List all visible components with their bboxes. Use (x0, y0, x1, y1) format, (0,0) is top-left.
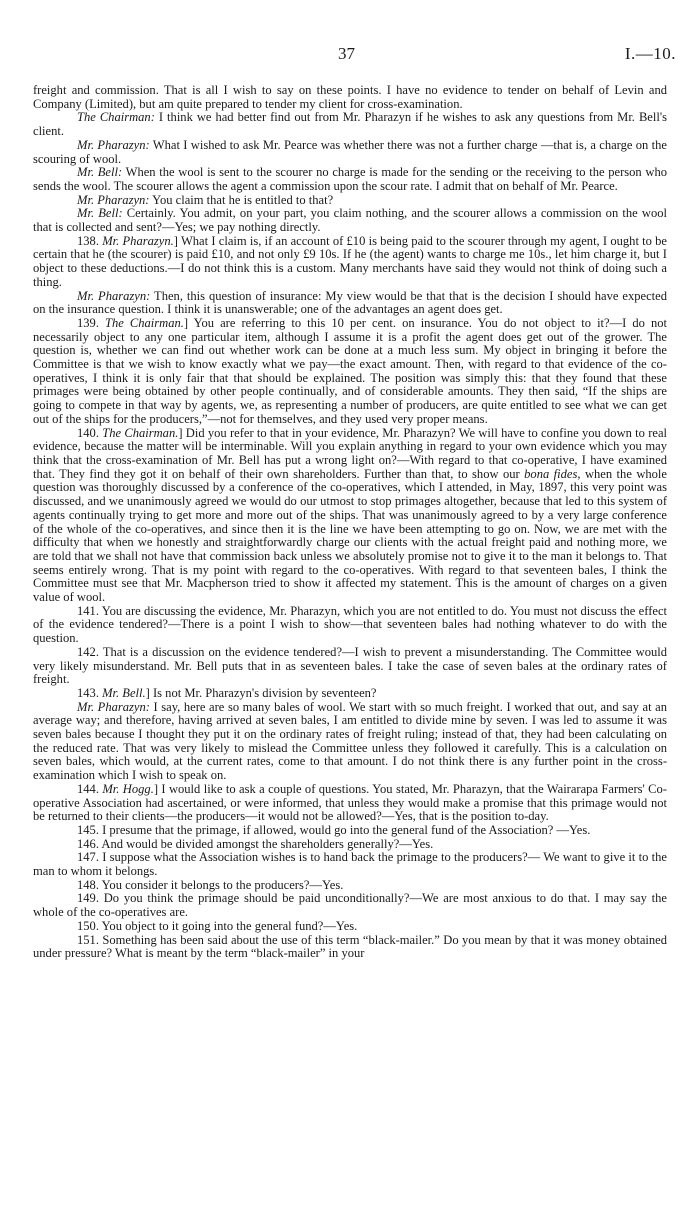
paragraph (33, 605, 667, 646)
italic-text: The Chairman. (102, 425, 179, 440)
paragraph (33, 646, 667, 687)
text-run: , when the whole question was thoroughly discussed by a conference of the co-operatives, which I attended, in May, 1897, this very point was discussed, and we unanimously agreed we would do our utmost to stop primages altogether, because that led to this system of agents continually trying to get more and more out of the ships. That was unanimously agreed to by a very large conference of the whole of the co-operatives, and since then it is the line we have been attempting to go on. Now, we are met with the difficulty that when we honestly and straightforwardly charge our clients with the actual freight paid and nothing more, we are told that we shall not have that commission back unless we absolutely promise not to give it to the man it belongs to. That seems entirely wrong. That is my point with regard to the co-operatives. With regard to that seventeen bales, I think the Committee must see that Mr. Macpherson tried to show it affected my statement. This is the amount of charges on a given value of wool. (33, 466, 667, 605)
italic-text: Mr. Hogg. (102, 781, 154, 796)
text-run: ] Is not Mr. Pharazyn's division by seventeen? (145, 685, 377, 700)
text-run: 143. (77, 685, 103, 700)
paragraph (33, 838, 667, 852)
italic-text: Mr. Pharazyn: (77, 699, 150, 714)
text-run: 147. I suppose what the Association wishes is to hand back the primage to the producers?— We want to give it to the man to whom it belongs. (33, 850, 667, 879)
text-run: 142. That is a discussion on the evidence tendered?—I wish to prevent a misunderstanding. The Committee would very likely misunderstand. Mr. Bell puts that in as seventeen bales. I take the case of seven bales at the ordinary rates of freight. (33, 644, 667, 687)
italic-text: The Chairman: (77, 110, 155, 125)
paragraph (33, 290, 667, 317)
text-run: ] What I claim is, if an account of £10 is being paid to the scourer through my agent, I ought to be certain that he (the scourer) is paid £10, and not only £9 10s. If he (the agent) wants to charge me 10s., let him charge it, but I object to these deductions.—I do not think this is a custom. Many merchants have said they would not think of doing such a thing. (33, 233, 668, 289)
italic-text: Mr. Bell: (77, 206, 123, 221)
paragraph (33, 139, 667, 166)
italic-text: Mr. Pharazyn: (77, 192, 150, 207)
text-run: ] You are referring to this 10 per cent. on insurance. You do not object to it?—I do not necessarily object to any one particular item, although I assume it is a profit the agent does get out of the grower. The question is, whether we can find out whether work can be done at a much less sum. My object in bringing it before the Committee is that we wish to know exactly what we pay—the exact amount. Then, with regard to that evidence of the co-operatives, I think it is only fair that that should be explained. The position was simply this: that they found that these primages were being obtained by other people continually, and of considerable amounts. They then said, “If the ships are going to compete in that way by agents, we, as representing a number of producers, are quite entitled to see what we can get out of the ships for the producers,”—not for themselves, and they used very proper means. (33, 315, 668, 426)
text-run: Certainly. You admit, on your part, you claim nothing, and the scourer allows a commission on the wool that is collected and sent?—Yes; we pay nothing directly. (33, 206, 667, 235)
text-run: 141. You are discussing the evidence, Mr. Pharazyn, which you are not entitled to do. You must not discuss the effect of the evidence tendered?—There is a point I wish to show—that seventeen bales had nothing whatever to do with the question. (33, 603, 667, 646)
text-run: 138. (77, 233, 103, 248)
paragraph (33, 879, 667, 893)
paragraph (33, 166, 667, 193)
paragraph (33, 824, 667, 838)
document-reference: I.—10. (624, 44, 676, 63)
page-header (0, 44, 700, 68)
text-run: You claim that he is entitled to that? (149, 192, 334, 207)
page-number: 37 (338, 44, 355, 63)
paragraph (33, 317, 667, 427)
text-run: freight and commission. That is all I wish to say on these points. I have no evidence to tender on behalf of Levin and Company (Limited), but am quite prepared to tender my client for cross-examination. (33, 83, 667, 111)
paragraph (33, 701, 667, 783)
text-run: 146. And would be divided amongst the shareholders generally?—Yes. (77, 836, 434, 851)
text-run: 145. I presume that the primage, if allowed, would go into the general fund of the Association? —Yes. (77, 822, 591, 837)
text-run: ] I would like to ask a couple of questions. You stated, Mr. Pharazyn, that the Wairarapa Farmers' Co-operative Association had ascertained, or were informed, that unless they would make a promise that this primage would not be returned to their clients—the producers—it would not be allowed?—Yes, that is the position to-day. (33, 781, 667, 824)
document-body (33, 84, 667, 961)
italic-text: Mr. Bell: (77, 165, 123, 180)
text-run: 139. (77, 315, 106, 330)
text-run: I say, here are so many bales of wool. We start with so much freight. I worked that out, and say at an average way; and therefore, having arrived at seven bales, I am entitled to divide mine by seven. I was led to assume it was seven bales because I thought they put it on the ordinary rates of freight ruling; instead of that, they had been calculating on the reduced rate. That was very likely to mislead the Committee unless they followed it carefully. This is a calculation on seven bales, which would, at the current rates, come to that amount. I do not think there is any further point in the cross-examination which I wish to speak on. (33, 699, 667, 783)
paragraph (33, 235, 667, 290)
paragraph (33, 84, 667, 111)
paragraph (33, 892, 667, 919)
paragraph (33, 687, 667, 701)
paragraph (33, 920, 667, 934)
paragraph (33, 194, 667, 208)
text-run: I think we had better find out from Mr. Pharazyn if he wishes to ask any questions from Mr. Bell's client. (33, 110, 667, 139)
text-run: 149. Do you think the primage should be paid unconditionally?—We are most anxious to do that. I may say the whole of the co-operatives are. (33, 891, 667, 920)
italic-text: bona fides (524, 466, 578, 481)
italic-text: Mr. Pharazyn: (77, 288, 151, 303)
paragraph (33, 111, 667, 138)
italic-text: Mr. Pharazyn. (102, 233, 174, 248)
text-run: 148. You consider it belongs to the producers?—Yes. (77, 877, 344, 892)
paragraph (33, 851, 667, 878)
text-run: What I wished to ask Mr. Pearce was whether there was not a further charge —that is, a charge on the scouring of wool. (33, 137, 667, 166)
text-run: 144. (77, 781, 103, 796)
text-run: 140. (77, 425, 103, 440)
text-run: ] Did you refer to that in your evidence, Mr. Pharazyn? We will have to confine you down to real evidence, because the matter will be interminable. Will you explain anything in regard to your own evidence which you may think that the cross-examination of Mr. Bell has put a wrong light on?—With regard to that co-operative, I have examined that. They find they got it on behalf of their own shareholders. Further than that, to show our (33, 425, 668, 481)
paragraph (33, 207, 667, 234)
text-run: 150. You object to it going into the general fund?—Yes. (77, 918, 358, 933)
text-run: Then, this question of insurance: My view would be that that is the decision I should have expected on the insurance question. I think it is unanswerable; one of the advantages an agent does get. (33, 288, 667, 317)
paragraph (33, 783, 667, 824)
text-run: 151. Something has been said about the use of this term “black-mailer.” Do you mean by that it was money obtained under pressure? What is meant by the term “black-mailer” in your (33, 932, 667, 961)
italic-text: The Chairman. (105, 315, 184, 330)
italic-text: Mr. Bell. (102, 685, 146, 700)
paragraph (33, 427, 667, 605)
paragraph (33, 934, 667, 961)
text-run: When the wool is sent to the scourer no charge is made for the sending or the receiving to the person who sends the wool. The scourer allows the agent a commission upon the scour rate. I admit that on behalf of Mr. Pearce. (33, 165, 667, 193)
italic-text: Mr. Pharazyn: (77, 137, 150, 152)
